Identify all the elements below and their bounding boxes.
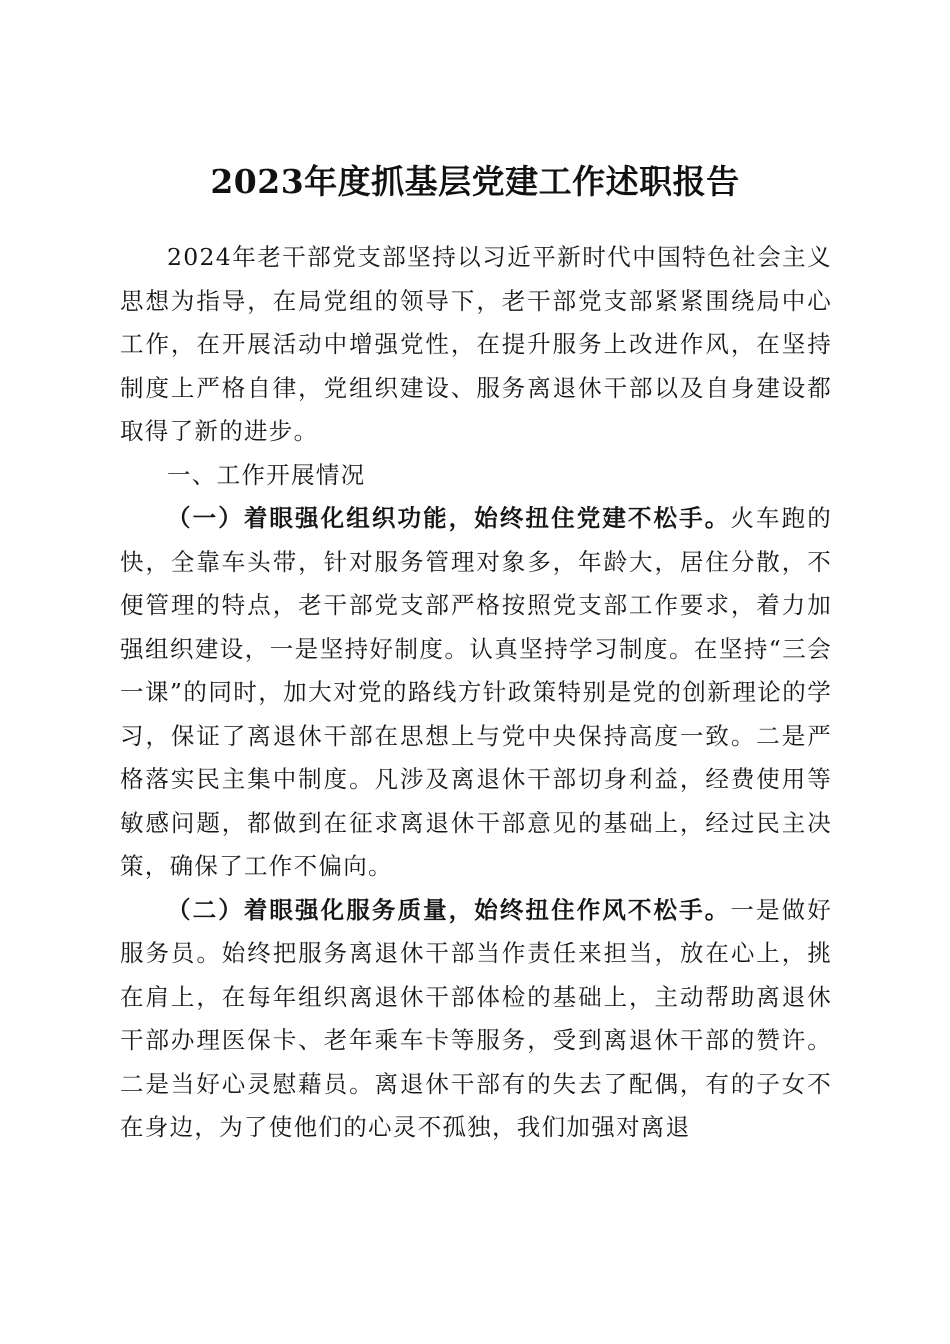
intro-paragraph: 2024年老干部党支部坚持以习近平新时代中国特色社会主义思想为指导，在局党组的领导下，老干部党支部紧紧围绕局中心工作，在开展活动中增强党性，在提升服务上改进作风，在坚持制度上严格自律，党组织建设、服务离退休干部以及自身建设都取得了新的进步。 bbox=[120, 243, 832, 445]
item-2-paragraph bbox=[120, 889, 832, 1150]
item-1-paragraph bbox=[120, 497, 832, 889]
item-1-lead: （一）着眼强化组织功能，始终扭住党建不松手。 bbox=[167, 504, 731, 532]
item-1-body: 火车跑的快，全靠车头带，针对服务管理对象多，年龄大，居住分散，不便管理的特点，老干部党支部严格按照党支部工作要求，着力加强组织建设，一是坚持好制度。认真坚持学习制度。在坚持“三会一课”的同时，加大对党的路线方针政策特别是党的创新理论的学习，保证了离退休干部在思想上与党中央保持高度一致。二是严格落实民主集中制度。凡涉及离退休干部切身利益，经费使用等敏感问题，都做到在征求离退休干部意见的基础上，经过民主决策，确保了工作不偏向。 bbox=[120, 504, 832, 880]
document-title: 2023年度抓基层党建工作述职报告 bbox=[210, 162, 740, 202]
document-body bbox=[120, 236, 832, 1150]
item-2-lead: （二）着眼强化服务质量，始终扭住作风不松手。 bbox=[167, 895, 731, 924]
item-2-body: 一是做好服务员。始终把服务离退休干部当作责任来担当，放在心上，挑在肩上，在每年组织离退休干部体检的基础上，主动帮助离退休干部办理医保卡、老年乘车卡等服务，受到离退休干部的赞许。二是当好心灵慰藉员。离退休干部有的失去了配偶，有的子女不在身边，为了使他们的心灵不孤独，我们加强对离退 bbox=[120, 895, 832, 1141]
section-heading: 一、工作开展情况 bbox=[167, 460, 366, 489]
